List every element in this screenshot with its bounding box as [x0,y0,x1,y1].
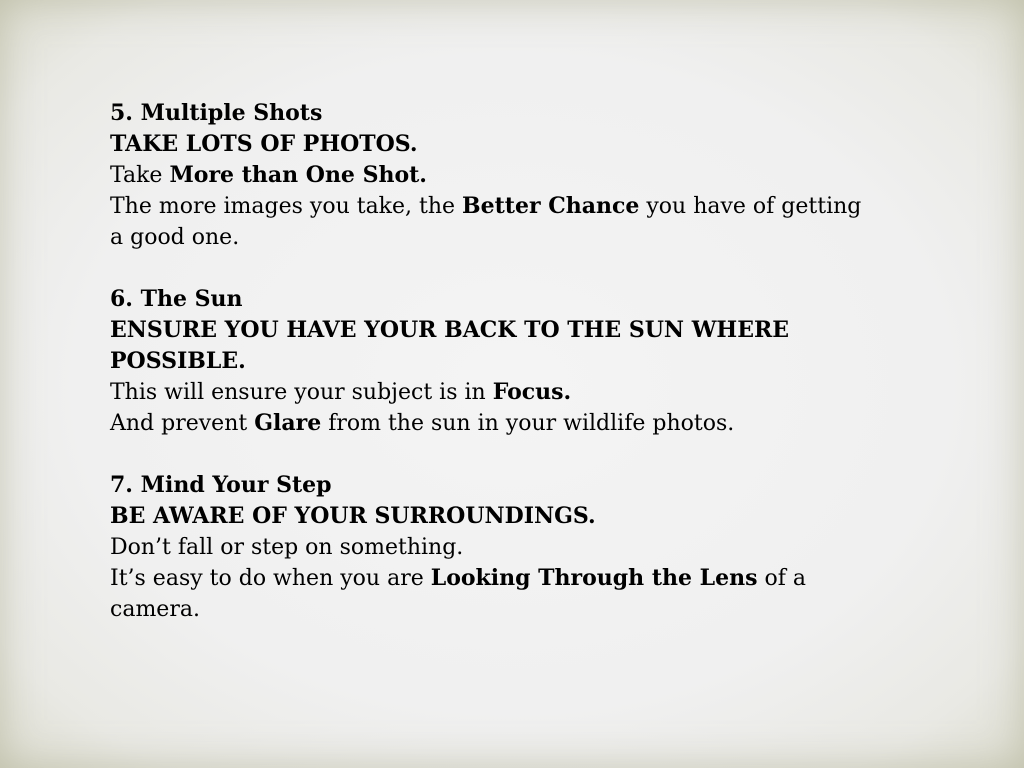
text-run: And prevent [110,411,255,436]
tip-section-the-sun [110,284,870,439]
text-run: Don’t fall or step on something. [110,535,464,560]
tip-heading: 6. The Sun [110,286,243,312]
emphasis-text: Looking Through the Lens [430,565,758,591]
emphasis-text: Better Chance [462,193,640,219]
emphasis-text: Glare [254,410,322,436]
tip-line [110,191,870,253]
tip-heading: 5. Multiple Shots [110,100,323,126]
tip-subheading: ENSURE YOU HAVE YOUR BACK TO THE SUN WHERE POSSIBLE. [110,317,790,374]
text-run: Take [110,163,170,188]
text-run: The more images you take, the [110,194,463,219]
tip-subheading: TAKE LOTS OF PHOTOS. [110,131,418,157]
tip-section-mind-your-step [110,470,870,625]
emphasis-text: Focus. [492,379,572,405]
tip-line [110,563,870,625]
tip-section-multiple-shots [110,98,870,253]
tip-line [110,532,870,563]
tip-heading: 7. Mind Your Step [110,472,332,498]
text-run: of a camera. [110,566,806,622]
tip-line [110,160,870,191]
tip-line [110,408,870,439]
text-run: This will ensure your subject is in [110,380,493,405]
tip-subheading: BE AWARE OF YOUR SURROUNDINGS. [110,503,596,529]
text-run: you have of getting a good one. [110,194,862,250]
emphasis-text: More than One Shot. [169,162,427,188]
text-run: from the sun in your wildlife photos. [321,411,735,436]
tip-line [110,377,870,408]
slide-body [110,98,870,625]
text-run: It’s easy to do when you are [110,566,431,591]
